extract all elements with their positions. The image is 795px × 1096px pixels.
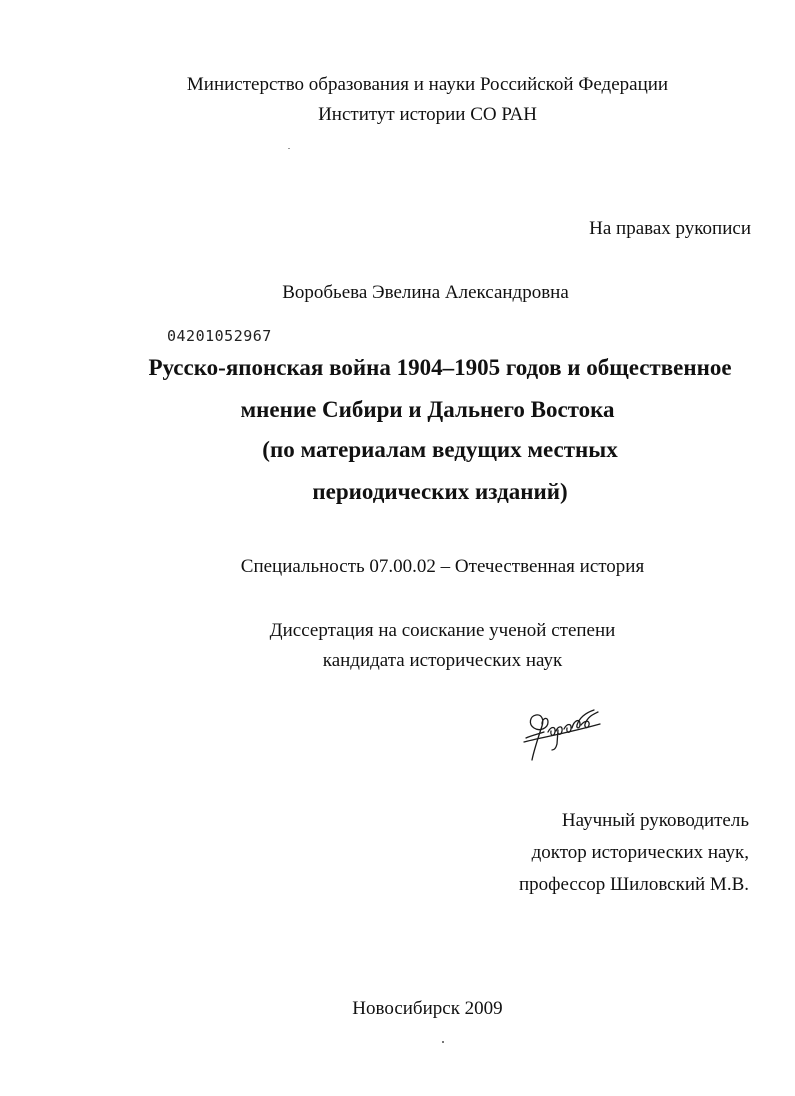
ministry-name: Министерство образования и науки Российской Федерации (186, 74, 669, 95)
rights-note: На правах рукописи (589, 218, 751, 239)
dissertation-degree-line-1: Диссертация на соискание ученой степени (269, 620, 616, 641)
title-line-3: (по материалам ведущих местных (262, 437, 618, 462)
institute-name: Институт истории СО РАН (318, 104, 537, 125)
scan-speck (288, 148, 290, 149)
title-line-1: Русско-японская война 1904–1905 годов и общественное (148, 355, 732, 380)
supervisor-role: Научный руководитель (561, 810, 749, 831)
supervisor-degree: доктор исторических наук, (531, 842, 749, 863)
title-line-4: периодических изданий) (312, 479, 568, 504)
city-year: Новосибирск 2009 (352, 998, 503, 1019)
author-name: Воробьева Эвелина Александровна (282, 282, 569, 303)
title-line-2: мнение Сибири и Дальнего Востока (240, 397, 615, 422)
scan-speck (442, 1041, 444, 1043)
library-stamp-number: 04201052967 (167, 327, 272, 345)
supervisor-name: профессор Шиловский М.В. (519, 874, 749, 895)
specialty: Специальность 07.00.02 – Отечественная история (240, 556, 645, 577)
handwritten-signature (518, 698, 614, 762)
dissertation-degree-line-2: кандидата исторических наук (322, 650, 563, 671)
